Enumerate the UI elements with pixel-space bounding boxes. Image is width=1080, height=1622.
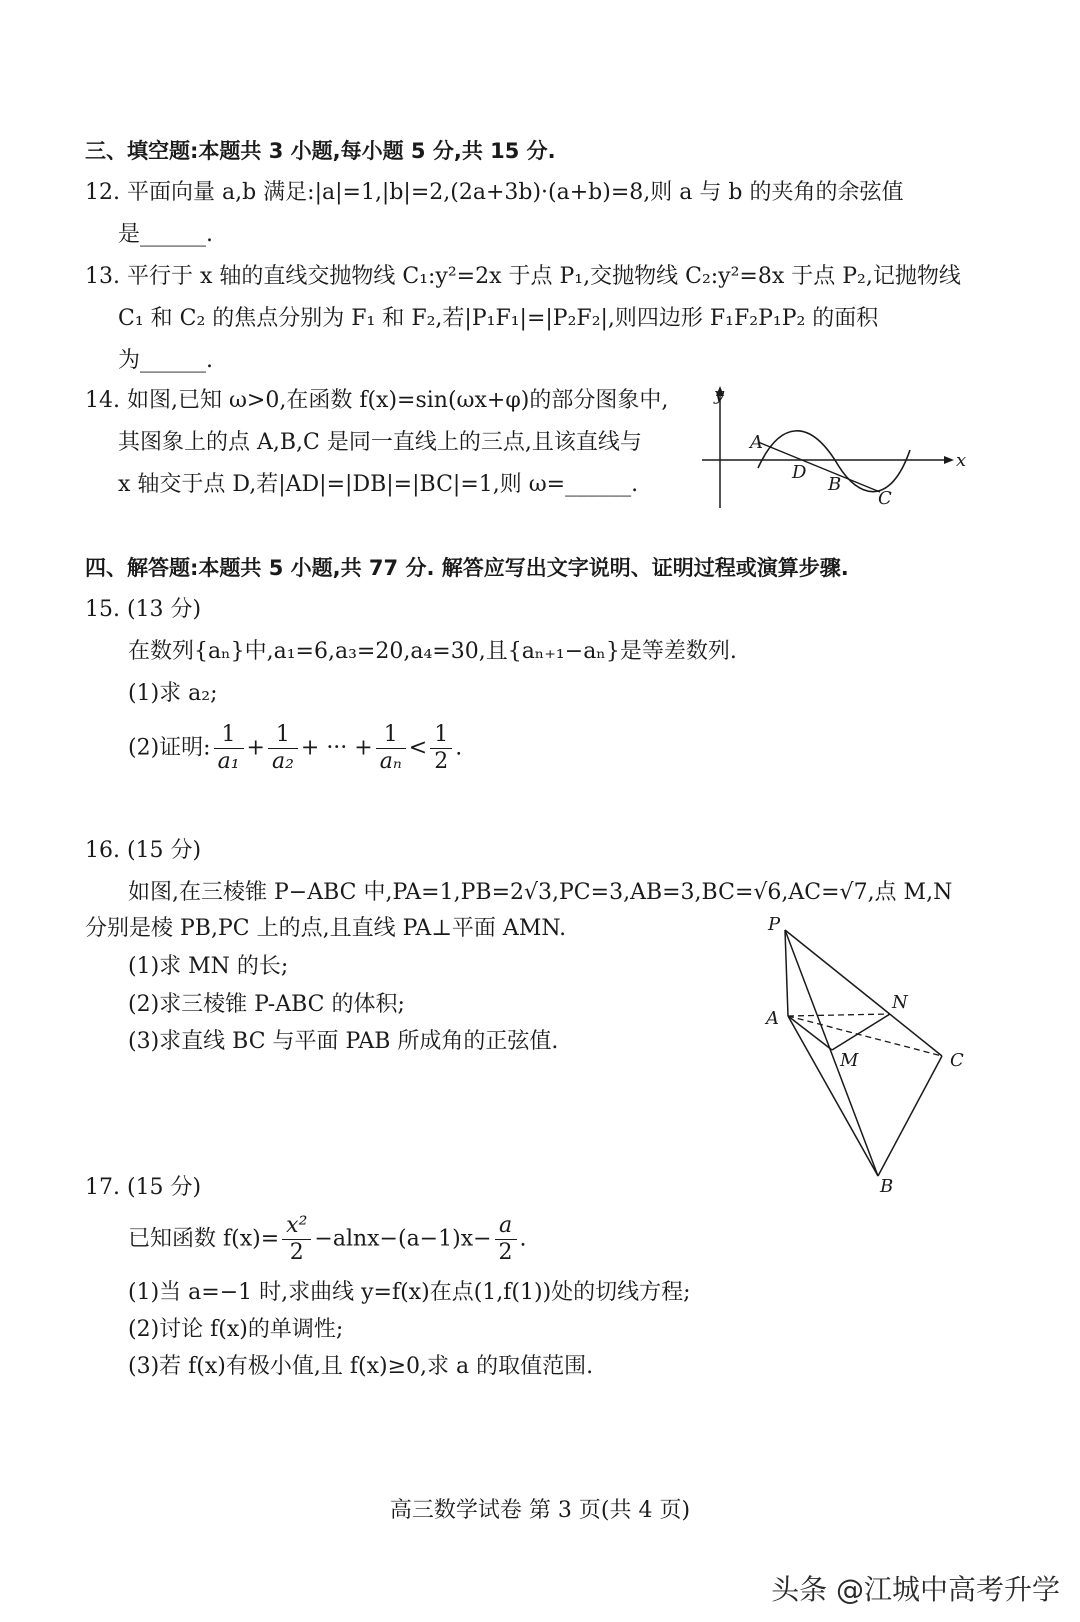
q16-header: 16. (15 分) bbox=[85, 838, 202, 863]
q13-line3: 为______. bbox=[118, 348, 213, 373]
edge-AB bbox=[788, 1016, 878, 1176]
label-y: y bbox=[714, 384, 725, 405]
label-A: A bbox=[750, 432, 763, 453]
q14-line3: x 轴交于点 D,若|AD|=|DB|=|BC|=1,则 ω=______. bbox=[118, 472, 639, 497]
q17-part3: (3)若 f(x)有极小值,且 f(x)≥0,求 a 的取值范围. bbox=[128, 1354, 594, 1379]
page-footer: 高三数学试卷 第 3 页(共 4 页) bbox=[389, 1498, 691, 1523]
q13-line2: C₁ 和 C₂ 的焦点分别为 F₁ 和 F₂,若|P₁F₁|=|P₂F₂|,则四边形 F₁F₂P₁P₂ 的面积 bbox=[118, 306, 879, 331]
label-x: x bbox=[956, 450, 967, 471]
frac-1-2: $\frac{1}{2}$ bbox=[430, 722, 452, 775]
section4-heading: 四、解答题:本题共 5 小题,共 77 分. 解答应写出文字说明、证明过程或演算步骤. bbox=[85, 556, 849, 580]
q16-part1: (1)求 MN 的长; bbox=[128, 954, 289, 979]
label-N: N bbox=[892, 992, 908, 1013]
frac-1-a1: $\frac{1}{\text{a₁}}$ bbox=[214, 722, 244, 775]
q14-line1: 14. 如图,已知 ω>0,在函数 f(x)=sin(ωx+φ)的部分图象中, bbox=[85, 388, 669, 413]
q13-line1: 13. 平行于 x 轴的直线交抛物线 C₁:y²=2x 于点 P₁,交抛物线 C₂:y²=8x 于点 P₂,记抛物线 bbox=[85, 264, 961, 289]
label-B: B bbox=[828, 474, 842, 495]
edge-MN bbox=[832, 1014, 890, 1050]
q15-stem: 在数列{aₙ}中,a₁=6,a₃=20,a₄=30,且{aₙ₊₁−aₙ}是等差数列. bbox=[128, 639, 737, 664]
q15-part2: (2)证明: $\frac{1}{\text{a₁}}$ + $\frac{1}{\text{a₂}}$ + ··· + $\frac{1}{\text{aₙ}}$ < $\frac{1}{2}$ . bbox=[128, 722, 463, 774]
label-C: C bbox=[950, 1050, 964, 1071]
line-ABC bbox=[758, 442, 880, 492]
q15-header: 15. (13 分) bbox=[85, 597, 202, 622]
label-C: C bbox=[878, 488, 892, 509]
q17-part1: (1)当 a=−1 时,求曲线 y=f(x)在点(1,f(1))处的切线方程; bbox=[128, 1280, 691, 1305]
q16-stem1: 如图,在三棱锥 P−ABC 中,PA=1,PB=2√3,PC=3,AB=3,BC=√6,AC=√7,点 M,N bbox=[128, 880, 953, 905]
label-M: M bbox=[840, 1050, 859, 1071]
q16-tetrahedron-figure bbox=[760, 910, 980, 1200]
q14-line2: 其图象上的点 A,B,C 是同一直线上的三点,且该直线与 bbox=[118, 430, 642, 455]
q16-stem2: 分别是棱 PB,PC 上的点,且直线 PA⊥平面 AMN. bbox=[85, 916, 567, 941]
x-axis-arrow bbox=[944, 456, 954, 464]
edge-PA bbox=[785, 930, 788, 1016]
q15-part1: (1)求 a₂; bbox=[128, 681, 218, 706]
q17-stem: 已知函数 f(x)= $\frac{\text{x²}}{2}$ −alnx−(a−1)x− $\frac{a}{2}$ . bbox=[128, 1213, 527, 1265]
q14-sine-figure bbox=[700, 380, 980, 515]
edge-BC bbox=[878, 1056, 942, 1176]
q16-part2: (2)求三棱锥 P-ABC 的体积; bbox=[128, 992, 405, 1017]
frac-1-a2: $\frac{1}{\text{a₂}}$ bbox=[268, 722, 298, 775]
q17-part2: (2)讨论 f(x)的单调性; bbox=[128, 1317, 344, 1342]
edge-AC-hidden bbox=[788, 1016, 942, 1056]
edge-AN-hidden bbox=[788, 1014, 890, 1016]
frac-x2-2: $\frac{\text{x²}}{2}$ bbox=[282, 1213, 311, 1266]
label-A: A bbox=[766, 1008, 779, 1029]
frac-a-2: $\frac{a}{2}$ bbox=[495, 1213, 517, 1266]
q16-part3: (3)求直线 BC 与平面 PAB 所成角的正弦值. bbox=[128, 1029, 559, 1054]
section3-heading: 三、填空题:本题共 3 小题,每小题 5 分,共 15 分. bbox=[85, 139, 556, 163]
q15-part2-prefix: (2)证明: bbox=[128, 735, 211, 761]
watermark: 头条 @江城中高考升学 bbox=[771, 1573, 1060, 1606]
q17-header: 17. (15 分) bbox=[85, 1175, 202, 1200]
q12-line1: 12. 平面向量 a,b 满足:|a|=1,|b|=2,(2a+3b)·(a+b)=8,则 a 与 b 的夹角的余弦值 bbox=[85, 180, 904, 205]
q12-line2: 是______. bbox=[118, 222, 213, 247]
label-D: D bbox=[792, 462, 807, 483]
label-P: P bbox=[768, 914, 781, 935]
label-B: B bbox=[880, 1176, 894, 1197]
frac-1-an: $\frac{1}{\text{aₙ}}$ bbox=[376, 722, 406, 775]
